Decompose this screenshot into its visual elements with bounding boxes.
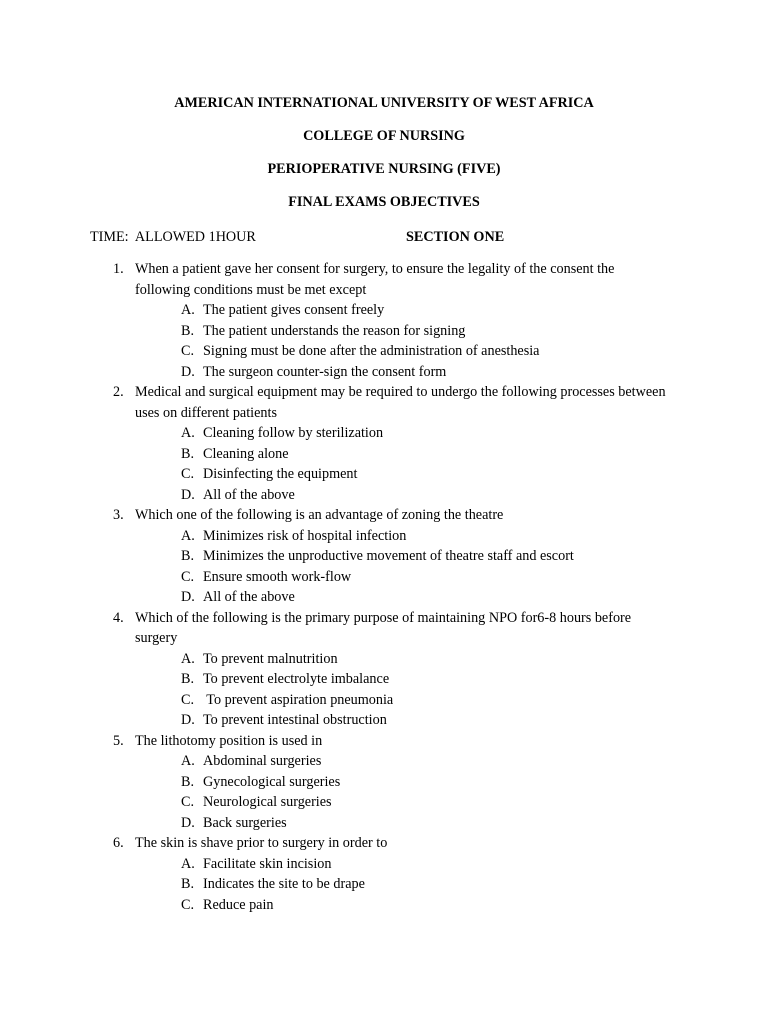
exam-title: FINAL EXAMS OBJECTIVES: [288, 194, 480, 210]
option-letter: D.: [181, 712, 195, 728]
question-text: Which one of the following is an advantage of zoning the theatre: [135, 507, 504, 523]
answer-option: [0, 874, 768, 895]
option-text: The patient understands the reason for signing: [203, 322, 466, 339]
question-number: 2.: [113, 384, 124, 400]
option-letter: B.: [181, 671, 195, 687]
option-letter: C.: [181, 691, 195, 708]
option-text: To prevent malnutrition: [203, 650, 338, 667]
option-text: Disinfecting the equipment: [203, 466, 358, 482]
option-text: Reduce pain: [203, 896, 274, 913]
question-number: 3.: [113, 507, 124, 523]
answer-option: [0, 854, 768, 875]
answer-option: [0, 649, 768, 670]
option-text: To prevent intestinal obstruction: [203, 712, 387, 728]
question-text: When a patient gave her consent for surgery, to ensure the legality of the consent the following conditions must be met except: [135, 261, 615, 298]
answer-option: [0, 362, 768, 383]
option-letter: A.: [181, 302, 195, 318]
answer-option: [0, 669, 768, 690]
university-title: AMERICAN INTERNATIONAL UNIVERSITY OF WEST AFRICA: [174, 95, 594, 111]
option-letter: C.: [181, 466, 195, 482]
option-text: Abdominal surgeries: [203, 753, 322, 769]
option-text: Minimizes risk of hospital infection: [203, 527, 407, 544]
answer-option: [0, 710, 768, 731]
question-6: [0, 833, 768, 915]
option-text: To prevent electrolyte imbalance: [203, 671, 390, 687]
option-letter: D.: [181, 486, 195, 503]
question-number: 5.: [113, 732, 124, 749]
answer-option: [0, 567, 768, 588]
question-4: [0, 608, 768, 731]
question-text: Medical and surgical equipment may be required to undergo the following processes between uses on different patients: [135, 384, 666, 421]
option-letter: D.: [181, 814, 195, 831]
answer-option: [0, 321, 768, 342]
answer-option: [0, 690, 768, 711]
answer-option: [0, 485, 768, 506]
option-letter: A.: [181, 425, 195, 441]
question-5: [0, 731, 768, 834]
option-text: All of the above: [203, 589, 295, 605]
answer-option: [0, 792, 768, 813]
time-allowed: TIME: ALLOWED 1HOUR: [90, 229, 256, 245]
answer-option: [0, 587, 768, 608]
answer-option: [0, 772, 768, 793]
question-number: 6.: [113, 835, 124, 851]
question-1: [0, 259, 768, 382]
option-letter: A.: [181, 855, 195, 872]
option-text: Gynecological surgeries: [203, 773, 341, 790]
option-letter: B.: [181, 548, 195, 564]
college-title: COLLEGE OF NURSING: [303, 128, 465, 144]
option-letter: B.: [181, 773, 195, 790]
answer-option: [0, 813, 768, 834]
question-number: 4.: [113, 609, 124, 626]
option-text: Cleaning follow by sterilization: [203, 425, 384, 441]
option-letter: B.: [181, 876, 195, 892]
answer-option: [0, 526, 768, 547]
question-3: [0, 505, 768, 608]
answer-option: [0, 546, 768, 567]
answer-option: [0, 341, 768, 362]
option-letter: A.: [181, 650, 195, 667]
option-letter: C.: [181, 794, 195, 810]
option-text: Neurological surgeries: [203, 794, 332, 810]
course-title: PERIOPERATIVE NURSING (FIVE): [267, 161, 501, 177]
question-text: The skin is shave prior to surgery in order to: [135, 835, 388, 851]
option-letter: C.: [181, 568, 195, 585]
option-letter: C.: [181, 343, 195, 359]
question-2: [0, 382, 768, 505]
option-text: The surgeon counter-sign the consent form: [203, 363, 447, 380]
option-letter: D.: [181, 589, 195, 605]
option-letter: B.: [181, 322, 195, 339]
option-text: Indicates the site to be drape: [203, 876, 365, 892]
question-text: Which of the following is the primary purpose of maintaining NPO for6-8 hours before surgery: [135, 609, 632, 646]
option-letter: D.: [181, 363, 195, 380]
option-letter: A.: [181, 527, 195, 544]
question-text: The lithotomy position is used in: [135, 732, 323, 749]
section-label: SECTION ONE: [406, 229, 505, 245]
option-text: All of the above: [203, 486, 295, 503]
answer-option: [0, 751, 768, 772]
option-letter: B.: [181, 445, 195, 462]
answer-option: [0, 423, 768, 444]
option-text: Back surgeries: [203, 814, 287, 831]
option-text: Cleaning alone: [203, 445, 289, 462]
option-text: Minimizes the unproductive movement of theatre staff and escort: [203, 548, 574, 564]
answer-option: [0, 464, 768, 485]
option-text: Ensure smooth work-flow: [203, 568, 352, 585]
option-text: The patient gives consent freely: [203, 302, 385, 318]
option-text: To prevent aspiration pneumonia: [203, 691, 394, 708]
answer-option: [0, 444, 768, 465]
question-list: [0, 259, 768, 915]
option-letter: C.: [181, 896, 195, 913]
option-letter: A.: [181, 753, 195, 769]
question-number: 1.: [113, 261, 124, 277]
option-text: Facilitate skin incision: [203, 855, 332, 872]
option-text: Signing must be done after the administration of anesthesia: [203, 343, 540, 359]
answer-option: [0, 895, 768, 916]
answer-option: [0, 300, 768, 321]
